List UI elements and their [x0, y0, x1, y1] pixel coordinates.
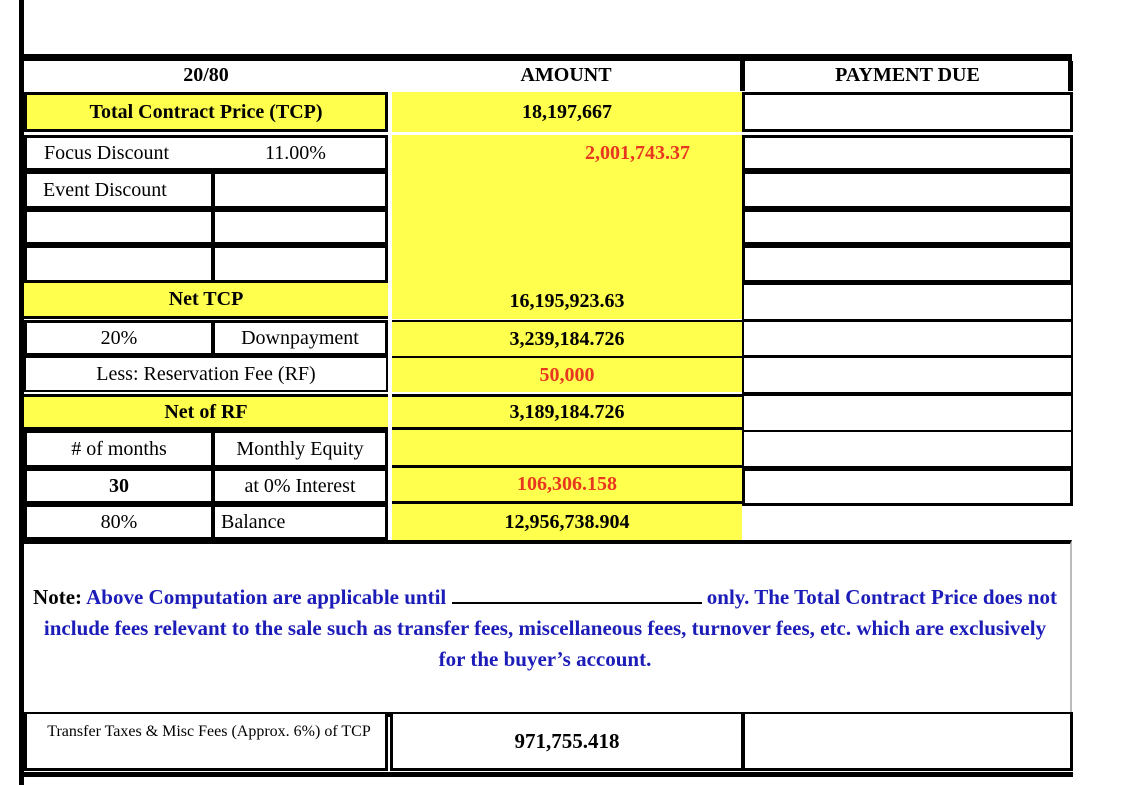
downpayment-label: Downpayment [212, 320, 388, 356]
monthly-equity-label: Monthly Equity [212, 430, 388, 468]
table-top-border [19, 54, 1072, 61]
blank-row-2-amount [392, 245, 742, 283]
downpayment-percent: 20% [24, 320, 214, 356]
note-text [30, 582, 1060, 682]
note-part-2: only. The Total Contract Price does not include fees relevant to the sale such as transfer fees, miscellaneous fees, turnover fees, etc. which are exclusively for the buyer’s account. [43, 585, 1057, 671]
blank-row-2-col-a [24, 245, 214, 283]
payment-due-downpayment [742, 320, 1073, 357]
balance-label: Balance [212, 504, 388, 540]
net-tcp-value: 16,195,923.63 [392, 283, 742, 319]
blank-row-1-amount [392, 209, 742, 245]
interest-label: at 0% Interest [212, 468, 388, 504]
balance-value: 12,956,738.904 [392, 504, 742, 540]
payment-due-net-rf [742, 394, 1073, 432]
note-part-1: Above Computation are applicable until [86, 585, 447, 609]
event-discount-rate-cell [212, 171, 388, 209]
payment-due-blank-2 [742, 245, 1073, 283]
payment-due-focus [742, 135, 1073, 171]
payment-due-monthly [742, 468, 1073, 506]
reservation-fee-label: Less: Reservation Fee (RF) [24, 356, 388, 392]
payment-due-blank-1 [742, 209, 1073, 245]
payment-due-months [742, 430, 1073, 468]
header-right-border [1068, 61, 1073, 91]
note-prefix: Note: [33, 585, 83, 609]
tcp-label: Total Contract Price (TCP) [24, 92, 388, 132]
payment-due-fees [742, 714, 1073, 771]
table-bottom-border [24, 772, 1073, 777]
net-tcp-label: Net TCP [24, 283, 388, 319]
monthly-equity-blank [392, 430, 742, 468]
blank-row-2-col-b [212, 245, 388, 283]
header-col-amount: AMOUNT [520, 63, 612, 86]
downpayment-value: 3,239,184.726 [392, 320, 742, 356]
focus-discount-label: Focus Discount [44, 141, 169, 164]
reservation-fee-value: 50,000 [392, 356, 742, 392]
fees-value: 971,755.418 [390, 714, 744, 771]
payment-due-reservation [742, 356, 1073, 394]
monthly-amortization-value: 106,306.158 [392, 468, 742, 504]
months-value: 30 [24, 468, 214, 504]
tcp-value: 18,197,667 [392, 92, 742, 132]
header-col-payment-due: PAYMENT DUE [835, 63, 980, 86]
net-of-rf-label: Net of RF [24, 394, 388, 430]
date-blank-line[interactable] [452, 582, 702, 604]
event-discount-label: Event Discount [24, 171, 214, 209]
net-of-rf-value: 3,189,184.726 [392, 394, 742, 430]
payment-due-tcp [742, 92, 1073, 132]
fees-label: Transfer Taxes & Misc Fees (Approx. 6%) of TCP [47, 723, 371, 740]
focus-discount-rate: 11.00% [265, 141, 326, 164]
balance-percent: 80% [24, 504, 214, 540]
blank-row-1-col-b [212, 209, 388, 245]
blank-row-1-col-a [24, 209, 214, 245]
event-discount-value [392, 171, 742, 209]
payment-due-net-tcp [742, 283, 1073, 321]
header-col-ratio: 20/80 [183, 63, 229, 86]
payment-due-event [742, 171, 1073, 209]
months-label: # of months [24, 430, 214, 468]
focus-discount-value: 2,001,743.37 [392, 135, 742, 171]
